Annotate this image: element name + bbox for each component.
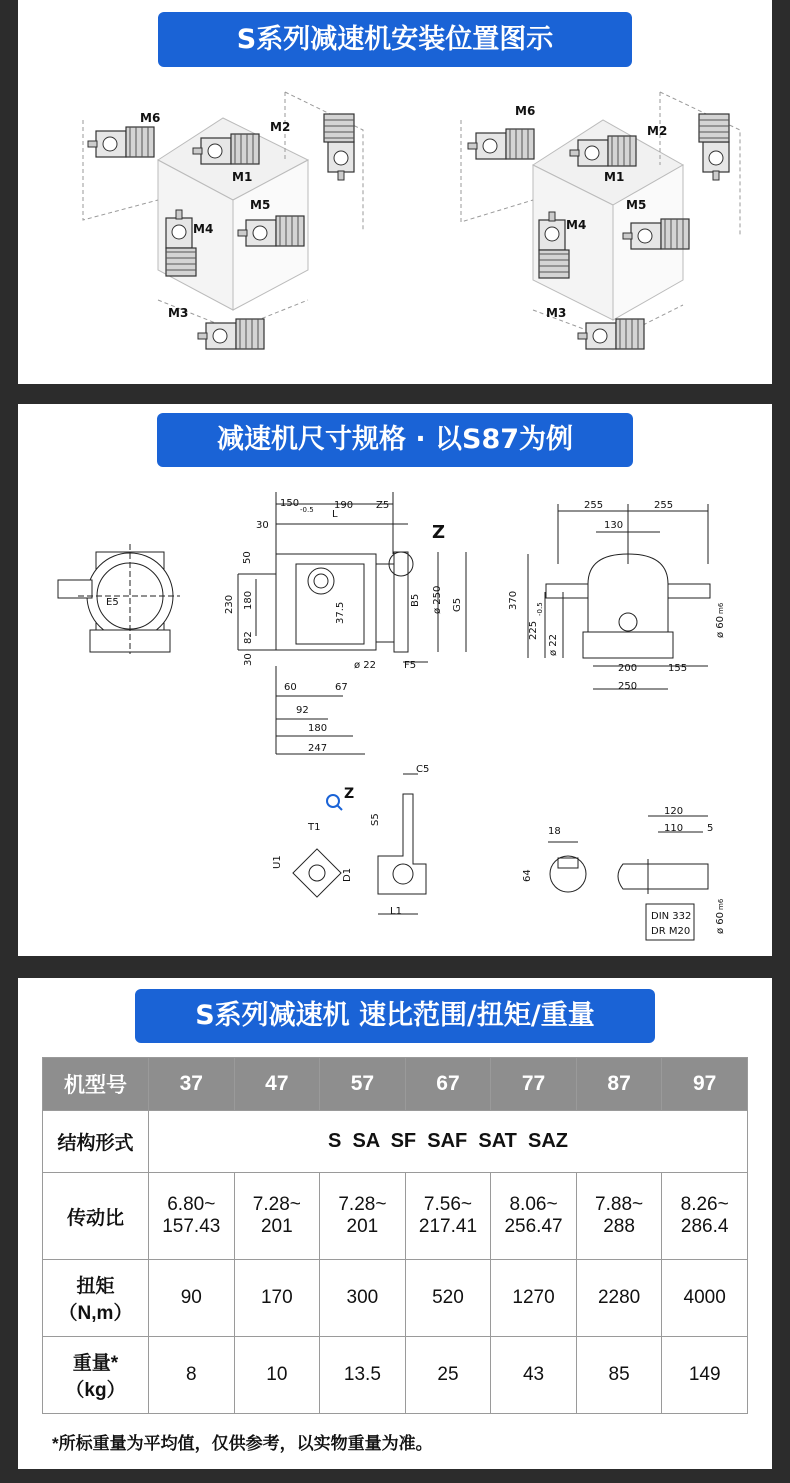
detail-dim-t1: T1 <box>308 822 321 833</box>
end-dim-255b: 255 <box>654 500 674 511</box>
header-model: 47 <box>234 1058 320 1111</box>
right-cube <box>461 92 740 340</box>
header-model: 77 <box>491 1058 577 1111</box>
end-dim-tol: -0.5 <box>536 602 544 616</box>
end-view <box>528 504 710 689</box>
right-m4-gearbox <box>539 212 569 278</box>
left-m3-gearbox <box>198 319 264 349</box>
left-label-4: M4 <box>193 222 214 236</box>
table-cell: 90 <box>149 1260 235 1337</box>
side-dim-150: 150 <box>280 498 300 509</box>
header-model-label: 机型号 <box>43 1058 149 1111</box>
side-dim-230: 230 <box>224 594 235 614</box>
side-dim-l: L <box>332 509 338 520</box>
left-m5-gearbox <box>238 216 304 246</box>
header-model: 87 <box>576 1058 662 1111</box>
right-label-0: M6 <box>515 104 536 118</box>
detail-dim-l1: L1 <box>390 906 402 917</box>
ratio-min: 7.28~ <box>252 1194 301 1215</box>
end-dim-d60: ø 60 <box>715 615 726 638</box>
table-cell: 85 <box>576 1337 662 1414</box>
ratio-min: 7.56~ <box>423 1194 472 1215</box>
front-e5-label: E5 <box>106 597 119 608</box>
right-label-3: M5 <box>626 198 647 212</box>
side-dim-180b: 180 <box>308 723 328 734</box>
header-model: 97 <box>662 1058 748 1111</box>
table-row-structure <box>43 1111 748 1173</box>
table-cell: 10 <box>234 1337 320 1414</box>
right-m1-gearbox <box>570 136 636 166</box>
table-cell <box>320 1173 406 1260</box>
side-dim-30: 30 <box>256 520 269 531</box>
table-row-weight <box>43 1337 748 1414</box>
mounting-positions-title: S系列减速机安装位置图示 <box>158 12 632 67</box>
ratio-min: 8.06~ <box>509 1194 558 1215</box>
end-dim-250: 250 <box>618 681 638 692</box>
weight-label: 重量* <box>72 1353 119 1374</box>
ratio-min: 7.88~ <box>595 1194 644 1215</box>
side-dim-247: 247 <box>308 743 328 754</box>
header-model: 67 <box>405 1058 491 1111</box>
weight-footnote: *所标重量为平均值，仅供参考，以实物重量为准。 <box>52 1434 433 1453</box>
side-dim-190: 190 <box>334 500 354 511</box>
ratio-max: 288 <box>603 1216 635 1237</box>
end-dim-255a: 255 <box>584 500 604 511</box>
ratio-max: 217.41 <box>418 1216 478 1237</box>
structure-value: S SA SF SAF SAT SAZ <box>149 1111 748 1173</box>
left-m6-gearbox <box>88 127 154 157</box>
detail-dim-c5: C5 <box>416 764 430 775</box>
table-row-ratio <box>43 1173 748 1260</box>
row-label: 结构形式 <box>43 1111 149 1173</box>
right-m6-gearbox <box>468 129 534 159</box>
specs-title: S系列减速机 速比范围/扭矩/重量 <box>135 989 655 1043</box>
table-row-torque <box>43 1260 748 1337</box>
specs-table <box>42 1057 748 1414</box>
side-dim-180: 180 <box>243 590 254 610</box>
side-dim-z5: Z5 <box>376 500 390 511</box>
table-cell: 8 <box>149 1337 235 1414</box>
side-dim-37-5: 37.5 <box>335 601 346 624</box>
table-cell: 25 <box>405 1337 491 1414</box>
ratio-max: 157.43 <box>162 1216 221 1237</box>
shaft-dim-5: 5 <box>707 823 714 834</box>
side-dim-f5: F5 <box>404 660 417 671</box>
zoom-icon <box>327 795 342 810</box>
torque-unit: （N,m） <box>58 1303 133 1324</box>
ratio-max: 286.4 <box>680 1216 729 1237</box>
shaft-standard-2: DR M20 <box>651 926 691 937</box>
header-model: 57 <box>320 1058 406 1111</box>
torque-label: 扭矩 <box>76 1276 115 1297</box>
side-z-marker: Z <box>432 522 446 543</box>
side-dim-b5: B5 <box>410 593 421 607</box>
table-cell: 520 <box>405 1260 491 1337</box>
detail-dim-d1: D1 <box>342 867 353 882</box>
row-label <box>43 1260 149 1337</box>
mounting-positions-panel <box>18 0 772 384</box>
shaft-dim-d60: ø 60 <box>715 911 726 934</box>
table-cell: 43 <box>491 1337 577 1414</box>
right-m5-gearbox <box>623 219 689 249</box>
end-dim-225: 225 <box>528 620 539 640</box>
side-dim-60: 60 <box>284 682 297 693</box>
right-m2-gearbox <box>699 114 729 180</box>
side-dim-50: 50 <box>242 551 253 564</box>
end-dim-200: 200 <box>618 663 638 674</box>
right-label-4: M4 <box>566 218 587 232</box>
left-label-0: M6 <box>140 111 161 125</box>
table-cell <box>491 1173 577 1260</box>
table-cell: 300 <box>320 1260 406 1337</box>
table-cell <box>405 1173 491 1260</box>
side-dim-82: 82 <box>243 631 254 644</box>
left-label-1: M1 <box>232 170 253 184</box>
side-dim-30b: 30 <box>243 653 254 666</box>
right-label-2: M2 <box>647 124 668 138</box>
right-m3-gearbox <box>578 319 644 349</box>
detail-dim-u1: U1 <box>272 855 283 869</box>
table-cell: 2280 <box>576 1260 662 1337</box>
side-dim-g5: G5 <box>452 597 463 612</box>
table-header-row <box>43 1058 748 1111</box>
mounting-positions-diagram <box>18 0 772 384</box>
table-cell <box>149 1173 235 1260</box>
ratio-max: 201 <box>260 1216 293 1237</box>
table-cell: 149 <box>662 1337 748 1414</box>
dimensions-panel <box>18 404 772 956</box>
ratio-max: 256.47 <box>504 1216 563 1237</box>
table-cell <box>576 1173 662 1260</box>
detail-dim-s5: S5 <box>370 813 381 826</box>
end-dim-155: 155 <box>668 663 688 674</box>
shaft-dim-64: 64 <box>522 869 533 882</box>
end-dim-m6: m6 <box>717 602 725 614</box>
end-dim-370: 370 <box>508 590 519 610</box>
header-model: 37 <box>149 1058 235 1111</box>
row-label <box>43 1337 149 1414</box>
shaft-dim-m6: m6 <box>717 898 725 910</box>
side-dim-tol: -0.5 <box>300 506 314 514</box>
shaft-dim-18: 18 <box>548 826 561 837</box>
row-label: 传动比 <box>43 1173 149 1260</box>
shaft-standard-1: DIN 332 <box>651 911 692 922</box>
left-label-2: M2 <box>270 120 291 134</box>
table-cell <box>234 1173 320 1260</box>
side-dim-d250: ø 250 <box>432 585 443 614</box>
shaft-dim-120: 120 <box>664 806 684 817</box>
front-view <box>58 544 180 654</box>
ratio-max: 201 <box>346 1216 379 1237</box>
table-cell <box>662 1173 748 1260</box>
ratio-min: 8.26~ <box>680 1194 729 1215</box>
table-cell: 1270 <box>491 1260 577 1337</box>
side-dim-67: 67 <box>335 682 348 693</box>
detail-z-view <box>293 774 426 914</box>
left-m1-gearbox <box>193 134 259 164</box>
table-cell: 4000 <box>662 1260 748 1337</box>
left-cube <box>83 92 363 330</box>
side-dim-92: 92 <box>296 705 309 716</box>
weight-unit: （kg） <box>65 1380 126 1401</box>
detail-z-label: Z <box>344 786 355 802</box>
specs-panel <box>18 978 772 1469</box>
left-m2-gearbox <box>324 114 354 180</box>
right-label-5: M3 <box>546 306 567 320</box>
end-dim-130: 130 <box>604 520 624 531</box>
left-label-3: M5 <box>250 198 271 212</box>
end-dim-d22: ø 22 <box>548 633 559 656</box>
right-label-1: M1 <box>604 170 625 184</box>
dimensions-title: 减速机尺寸规格 · 以S87为例 <box>157 413 633 467</box>
left-m4-gearbox <box>166 210 196 276</box>
table-cell: 13.5 <box>320 1337 406 1414</box>
table-cell: 170 <box>234 1260 320 1337</box>
left-label-5: M3 <box>168 306 189 320</box>
side-dim-d22: ø 22 <box>354 660 377 671</box>
ratio-min: 6.80~ <box>167 1194 216 1215</box>
shaft-dim-110: 110 <box>664 823 684 834</box>
dimension-drawings <box>18 404 772 956</box>
ratio-min: 7.28~ <box>338 1194 387 1215</box>
